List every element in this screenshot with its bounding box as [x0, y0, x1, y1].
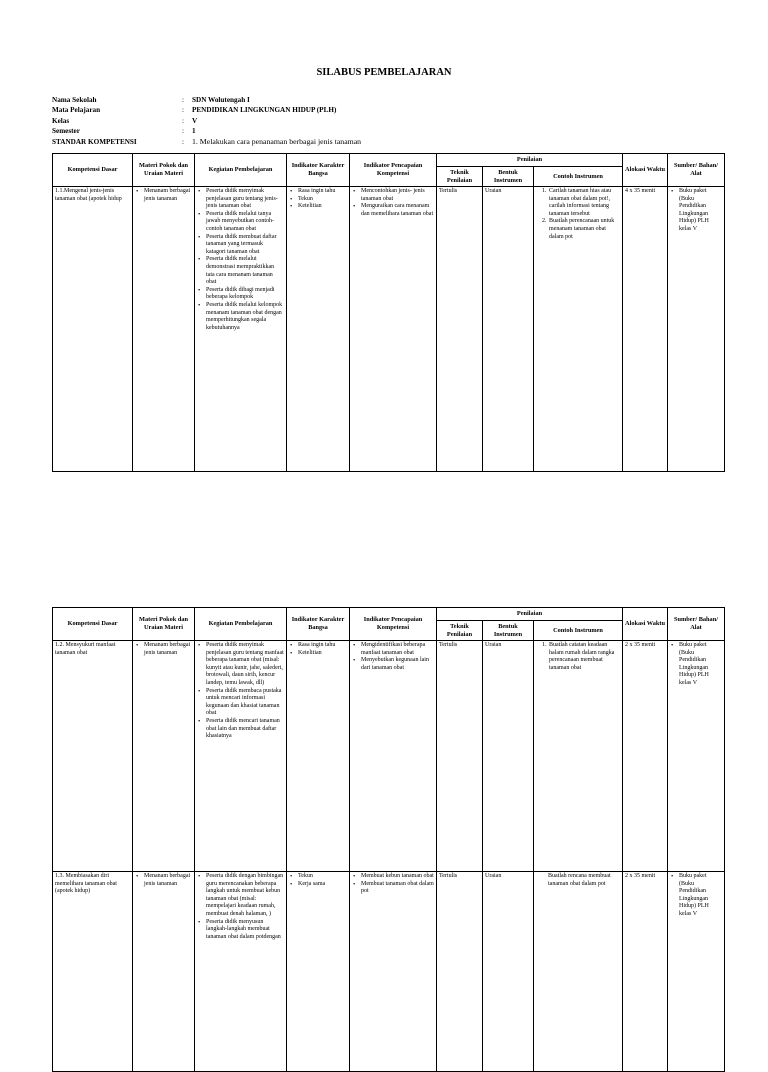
header-materi: Materi Pokok dan Uraian Materi: [133, 608, 195, 641]
indikator-item: • Menguraikan cara menanam dan memelihara tanaman obat: [361, 203, 434, 218]
info-row-semester: Semester : 1: [52, 127, 196, 136]
header-penilaian: Penilaian: [437, 608, 623, 621]
contoh-item: Buatlah rencana membuat tanaman obat dalam pot: [548, 873, 611, 887]
cell-karakter: [287, 872, 350, 1072]
cell-alokasi: 2 x 35 menit: [623, 872, 668, 1072]
karakter-item-list: [289, 642, 347, 657]
karakter-item: • Rasa ingin tahu: [298, 188, 347, 196]
cell-materi: [133, 872, 195, 1072]
header-teknik: Teknik Penilaian: [437, 621, 483, 641]
info-label: STANDAR KOMPETENSI: [52, 137, 137, 146]
kegiatan-item: • Peserta didik menyimak penjelasan guru tentang jenis-jenis tanaman obat: [206, 188, 284, 211]
cell-teknik: Tertulis: [437, 872, 483, 1072]
info-value: V: [192, 116, 198, 125]
kegiatan-item: • Peserta didik melalui tanya jawab menyebutkan contoh-contoh tanaman obat: [206, 211, 284, 234]
cell-contoh: [534, 187, 623, 472]
kegiatan-item: • Peserta didik melalui demonstrasi mempraktikkan tata cara menanam tanaman obat: [206, 256, 284, 286]
kegiatan-item: • Peserta didik menyimak penjelasan guru tentang manfaat beberapa tanaman obat (misal: kunyit atau kunir, jahe, salederi, brotowali, daun sirih, kencur landep, temu lawak, dll): [206, 642, 284, 688]
cell-kegiatan: [195, 872, 287, 1072]
indikator-item-list: [352, 642, 434, 672]
cell-indikator: [350, 872, 437, 1072]
materi-item: • Menanam berbagai jenis tanaman: [144, 642, 192, 657]
kegiatan-item: • Peserta didik dengan bimbingan guru merencanakan beberapa langkah untuk membuat kebun tanaman obat (misal: mempelajari keadaan rumah, membuat denah halaman, ): [206, 873, 284, 919]
info-label: Nama Sekolah: [52, 96, 97, 104]
kegiatan-item: • Peserta didik melalui kelompok menanam tanaman obat dengan memperhitungkan segala kebutuhannya: [206, 302, 284, 332]
sumber-item: • Buku paket (Buku Pendidikan Lingkungan Hidup) PLH kelas V: [679, 642, 722, 688]
sumber-item: • Buku paket (Buku Pendidikan Lingkungan Hidup) PLH kelas V: [679, 188, 722, 234]
materi-item-list: [135, 642, 192, 657]
sumber-item-list: [670, 188, 722, 234]
info-value: PENDIDIKAN LINGKUNGAN HIDUP (PLH): [192, 106, 337, 115]
header-bentuk: Bentuk Instrumen: [483, 621, 534, 641]
header-contoh: Contoh Instrumen: [534, 167, 623, 187]
header-sumber: Sumber/ Bahan/ Alat: [668, 608, 725, 641]
header-kegiatan: Kegiatan Pembelajaran: [195, 608, 287, 641]
header-karakter: Indikator Karakter Bangsa: [287, 154, 350, 187]
kegiatan-item: • Peserta didik membaca pustaka untuk mencari informasi kegunaan dan khasiat tanaman obat: [206, 688, 284, 718]
sumber-item-list: [670, 642, 722, 688]
header-sumber: Sumber/ Bahan/ Alat: [668, 154, 725, 187]
karakter-item: • Tekun: [298, 196, 347, 204]
header-indikator: Indikator Pencapaian Kompetensi: [350, 154, 437, 187]
table-body: [53, 641, 725, 1072]
info-label: Mata Pelajaran: [52, 106, 101, 115]
document-info: [52, 95, 361, 147]
cell-kompetensi-dasar: 1.2. Mensyukuri manfaat tanaman obat: [53, 641, 133, 872]
karakter-item: • Ketelitian: [298, 650, 347, 658]
cell-karakter: [287, 641, 350, 872]
cell-alokasi: 4 x 35 menit: [623, 187, 668, 472]
header-bentuk: Bentuk Instrumen: [483, 167, 534, 187]
contoh-item: 1. Carilah tanaman hias atau tanaman obat dalam pot!, carilah informasi tentang tanaman tersebut: [548, 188, 620, 218]
cell-indikator: [350, 641, 437, 872]
indikator-item: • Membuat tanaman obat dalam pot: [361, 881, 434, 896]
cell-bentuk: Uraian: [483, 641, 534, 872]
materi-item-list: [135, 188, 192, 203]
cell-contoh: [534, 641, 623, 872]
cell-bentuk: Uraian: [483, 872, 534, 1072]
table-row: [53, 187, 725, 472]
cell-teknik: Tertulis: [437, 187, 483, 472]
cell-kegiatan: [195, 641, 287, 872]
materi-item: • Menanam berbagai jenis tanaman: [144, 188, 192, 203]
materi-item: • Menanam berbagai jenis tanaman: [144, 873, 192, 888]
header-penilaian: Penilaian: [437, 154, 623, 167]
indikator-item: • Membuat kebun tanaman obat: [361, 873, 434, 881]
karakter-item-list: [289, 188, 347, 211]
kegiatan-item-list: [197, 873, 284, 941]
info-row-school: Nama Sekolah : SDN Wolutengah I: [52, 96, 250, 104]
cell-sumber: [668, 187, 725, 472]
karakter-item: • Ketelitian: [298, 203, 347, 211]
header-kd: Kompetensi Dasar: [53, 608, 133, 641]
table-row: [53, 641, 725, 872]
header-materi: Materi Pokok dan Uraian Materi: [133, 154, 195, 187]
header-kd: Kompetensi Dasar: [53, 154, 133, 187]
info-row-standard: STANDAR KOMPETENSI : 1. Melakukan cara penanaman berbagai jenis tanaman: [52, 136, 362, 146]
header-kegiatan: Kegiatan Pembelajaran: [195, 154, 287, 187]
karakter-item: • Kerja sama: [298, 881, 347, 889]
table-row: [53, 872, 725, 1072]
contoh-item: 1. Buatlah catatan keadaan halam rumah dalam rangka perencanaan membuat tanaman obat: [548, 642, 620, 672]
header-alokasi: Alokasi Waktu: [623, 154, 668, 187]
indikator-item: • Mengidentifikasi beberapa manfaat tanaman obat: [361, 642, 434, 657]
info-value: SDN Wolutengah I: [192, 96, 250, 104]
cell-materi: [133, 641, 195, 872]
header-indikator: Indikator Pencapaian Kompetensi: [350, 608, 437, 641]
kegiatan-item: • Peserta didik menyusun langkah-langkah membuat tanaman obat dalam potdengan: [206, 919, 284, 942]
cell-materi: [133, 187, 195, 472]
cell-kompetensi-dasar: 1.1.Mengenal jenis-jenis tanaman obat (apotek hidup: [53, 187, 133, 472]
sumber-item-list: [670, 873, 722, 919]
cell-alokasi: 2 x 35 menit: [623, 641, 668, 872]
cell-karakter: [287, 187, 350, 472]
header-teknik: Teknik Penilaian: [437, 167, 483, 187]
kegiatan-item: • Peserta didik membuat daftar tanaman yang termasuk katagori tanaman obat: [206, 234, 284, 257]
syllabus-table-1: [52, 153, 725, 472]
cell-kompetensi-dasar: 1.3. Membiasakan diri memelihara tanaman obat (apotek hidup): [53, 872, 133, 1072]
cell-kegiatan: [195, 187, 287, 472]
info-label: Semester: [52, 127, 80, 136]
cell-bentuk: Uraian: [483, 187, 534, 472]
karakter-item: • Rasa ingin tahu: [298, 642, 347, 650]
table-header: [53, 608, 725, 641]
cell-indikator: [350, 187, 437, 472]
info-row-class: Kelas : V: [52, 116, 198, 125]
table-header: [53, 154, 725, 187]
info-value: 1: [192, 127, 196, 136]
kegiatan-item-list: [197, 642, 284, 741]
page-title: SILABUS PEMBELAJARAN: [316, 67, 452, 78]
syllabus-table-2: [52, 607, 725, 1072]
sumber-item: • Buku paket (Buku Pendidikan Lingkungan Hidup) PLH kelas V: [679, 873, 722, 919]
cell-teknik: Tertulis: [437, 641, 483, 872]
kegiatan-item: • Peserta didik mencari tanaman obat lain dan membuat daftar khasiatnya: [206, 718, 284, 741]
header-karakter: Indikator Karakter Bangsa: [287, 608, 350, 641]
cell-sumber: [668, 872, 725, 1072]
contoh-item: 2. Buatlah perencanaan untuk menanam tanaman obat dalam pot: [548, 218, 620, 241]
cell-contoh: [534, 872, 623, 1072]
indikator-item: • Menyebutkan kegunaan lain dari tanaman obat: [361, 657, 434, 672]
kegiatan-item-list: [197, 188, 284, 332]
karakter-item-list: [289, 873, 347, 888]
materi-item-list: [135, 873, 192, 888]
table-body: [53, 187, 725, 472]
indikator-item-list: [352, 188, 434, 218]
info-label: Kelas: [52, 116, 70, 125]
indikator-item-list: [352, 873, 434, 896]
header-alokasi: Alokasi Waktu: [623, 608, 668, 641]
karakter-item: • Tekun: [298, 873, 347, 881]
contoh-item-list: [536, 642, 620, 672]
indikator-item: • Mencontohkan jenis- jenis tanaman obat: [361, 188, 434, 203]
info-row-subject: Mata Pelajaran : PENDIDIKAN LINGKUNGAN HIDUP (PLH): [52, 106, 337, 115]
kegiatan-item: • Peserta didik dibagi menjadi beberapa kelompok: [206, 287, 284, 302]
info-value: 1. Melakukan cara penanaman berbagai jenis tanaman: [192, 136, 362, 146]
header-contoh: Contoh Instrumen: [534, 621, 623, 641]
cell-sumber: [668, 641, 725, 872]
contoh-item-list: [536, 188, 620, 241]
